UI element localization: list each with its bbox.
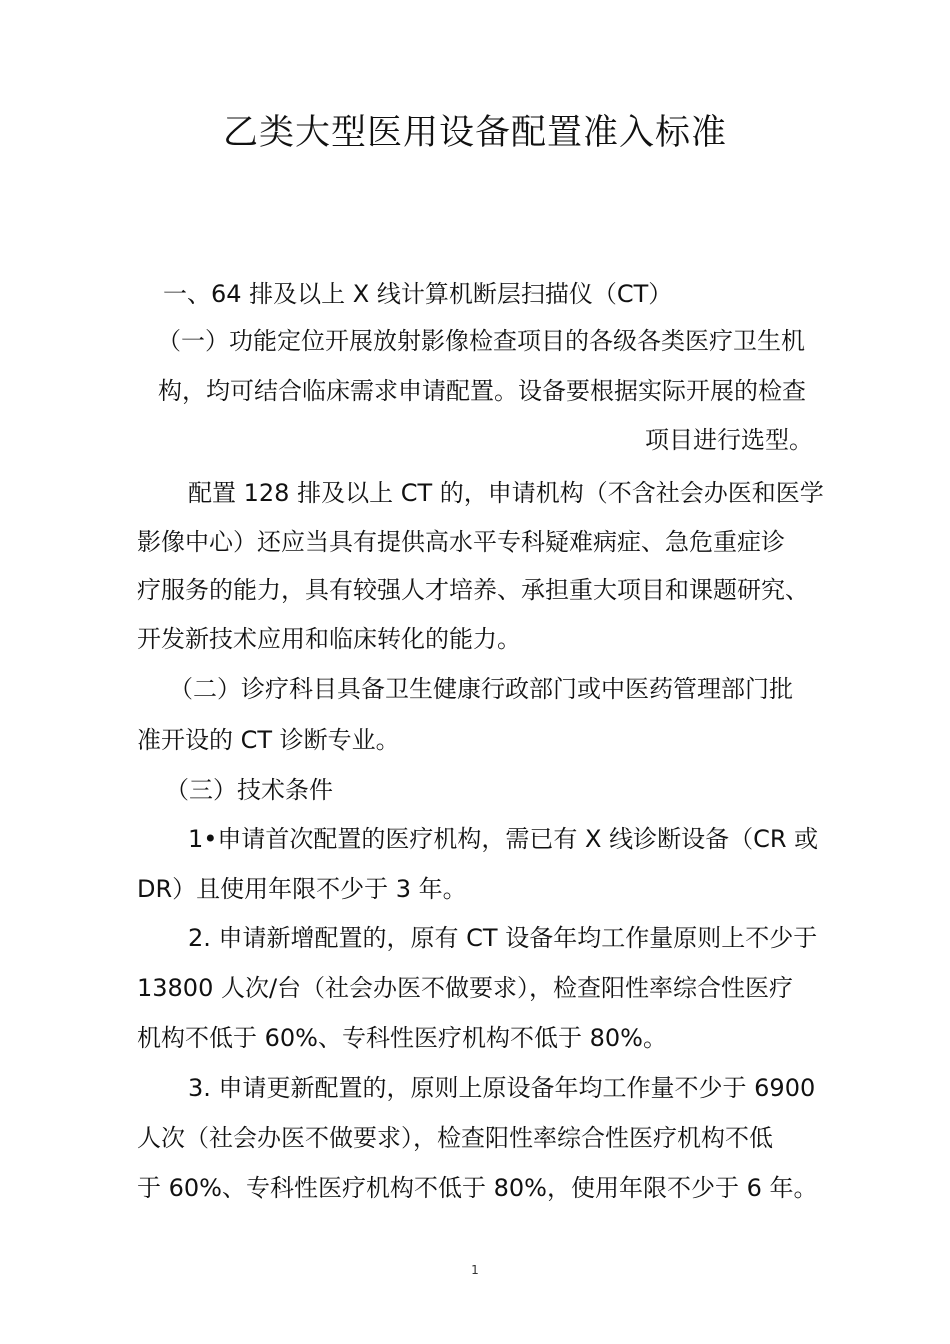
document-title: 乙类大型医用设备配置准入标准 [222,113,727,153]
item-first-config-line-1: 1•申请首次配置的医疗机构，需已有 X 线诊断设备（CR 或 [188,825,819,853]
paragraph-function-positioning-line-1: （一）功能定位开展放射影像检查项目的各级各类医疗卫生机 [157,327,805,355]
item-new-config-line-1: 2. 申请新增配置的，原有 CT 设备年均工作量原则上不少于 [188,924,818,952]
page-number: 1 [471,1263,479,1277]
paragraph-diagnosis-subjects-line-1: （二）诊疗科目具备卫生健康行政部门或中医药管理部门批 [169,675,793,703]
paragraph-128-slice-line-2: 影像中心）还应当具有提供高水平专科疑难病症、急危重症诊 [137,528,785,556]
paragraph-function-positioning-line-2: 构，均可结合临床需求申请配置。设备要根据实际开展的检查 [158,377,806,405]
paragraph-technical-conditions: （三）技术条件 [165,776,333,804]
paragraph-128-slice-line-4: 开发新技术应用和临床转化的能力。 [137,625,521,653]
paragraph-128-slice-line-3: 疗服务的能力，具有较强人才培养、承担重大项目和课题研究、 [137,576,809,604]
item-update-config-line-2: 人次（社会办医不做要求），检查阳性率综合性医疗机构不低 [137,1124,773,1152]
item-update-config-line-3: 于 60%、专科性医疗机构不低于 80%，使用年限不少于 6 年。 [137,1174,818,1202]
item-new-config-line-3: 机构不低于 60%、专科性医疗机构不低于 80%。 [137,1024,667,1052]
paragraph-diagnosis-subjects-line-2: 准开设的 CT 诊断专业。 [137,726,400,754]
item-new-config-line-2: 13800 人次/台（社会办医不做要求），检查阳性率综合性医疗 [137,974,794,1002]
paragraph-function-positioning-line-3: 项目进行选型。 [645,426,813,454]
paragraph-128-slice-line-1: 配置 128 排及以上 CT 的，申请机构（不含社会办医和医学 [188,479,824,507]
section-heading-ct: 一、64 排及以上 X 线计算机断层扫描仪（CT） [163,280,673,308]
item-first-config-line-2: DR）且使用年限不少于 3 年。 [137,875,467,903]
item-update-config-line-1: 3. 申请更新配置的，原则上原设备年均工作量不少于 6900 [188,1074,816,1102]
